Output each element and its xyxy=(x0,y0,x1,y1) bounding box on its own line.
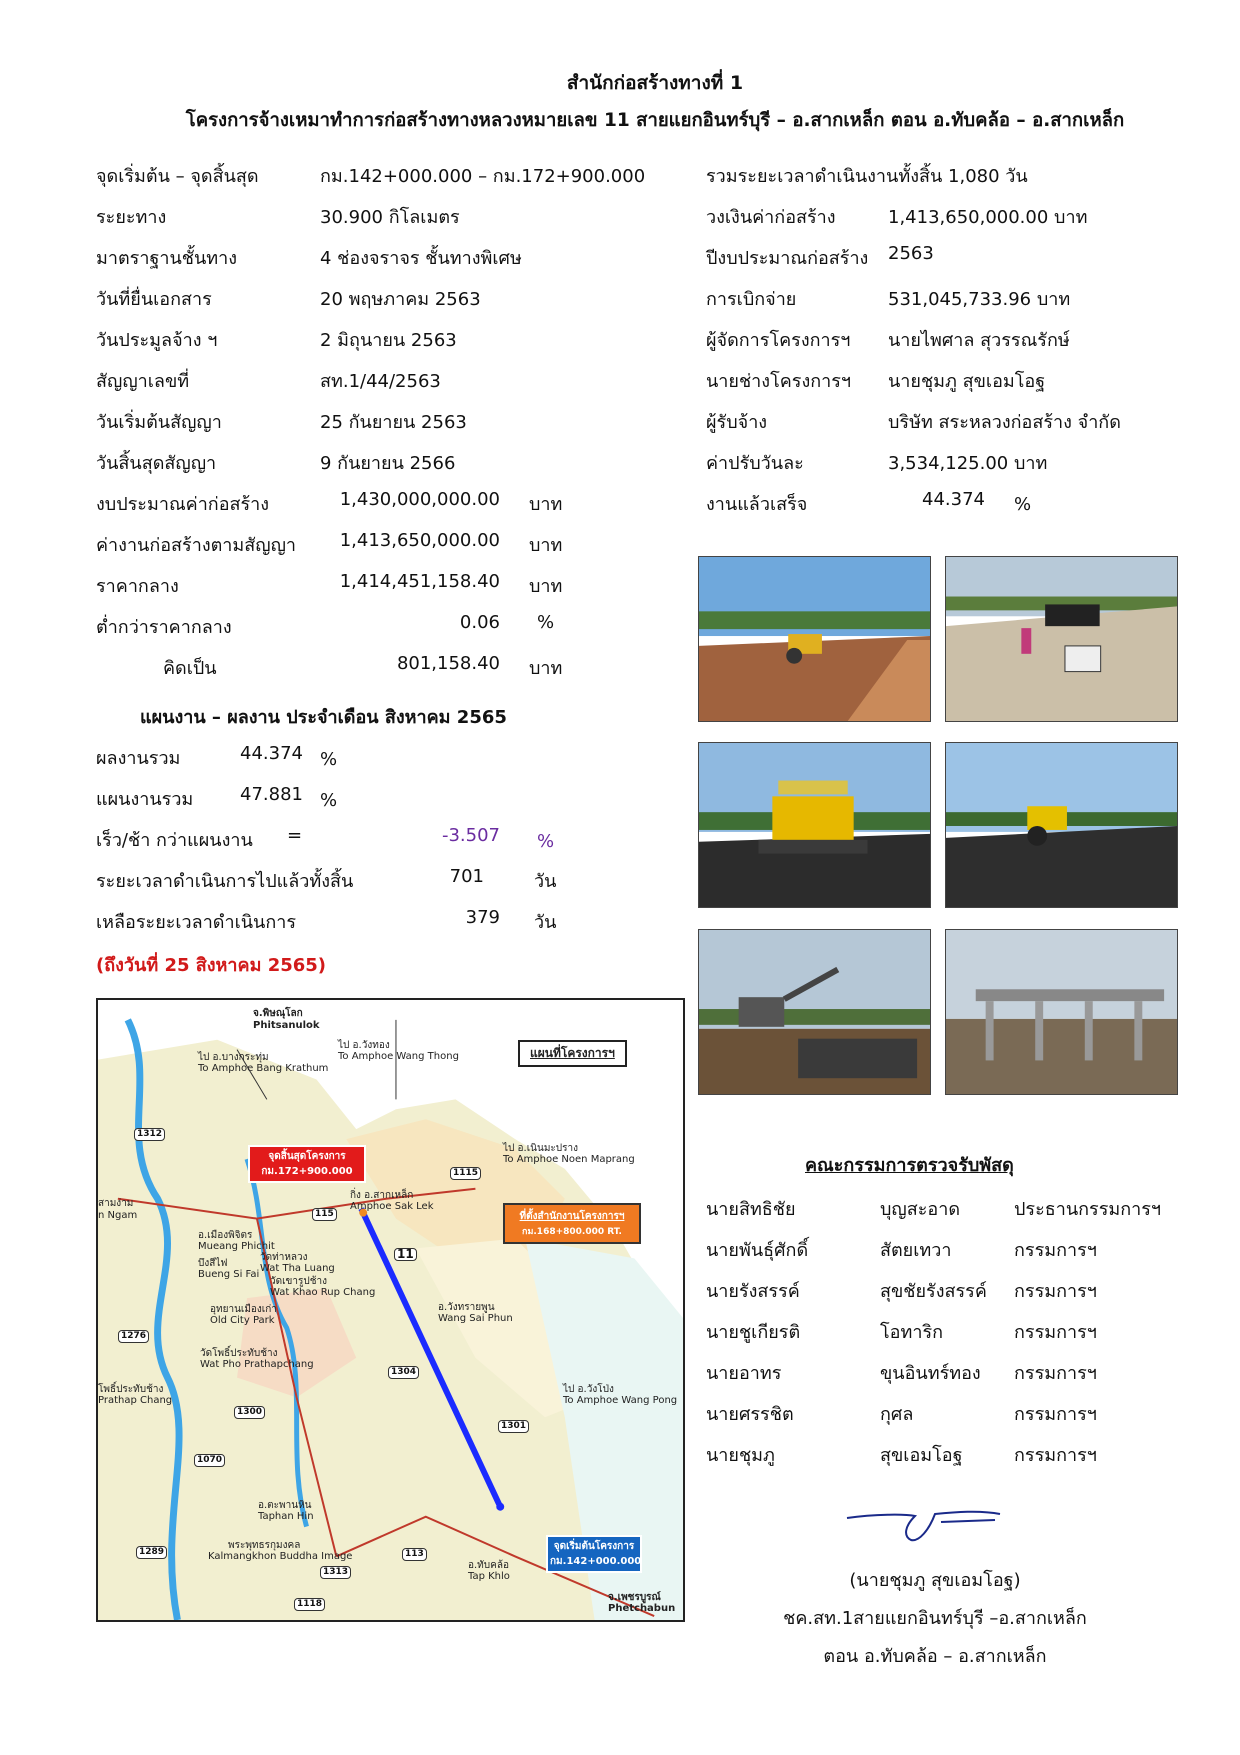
info-label: วันที่ยื่นเอกสาร xyxy=(96,289,212,310)
member-last: โอทาริก xyxy=(880,1322,944,1343)
member-role: ประธานกรรมการฯ xyxy=(1014,1199,1162,1220)
photo-paver xyxy=(698,742,931,908)
map-wangpong-en: To Amphoe Wang Pong xyxy=(563,1395,678,1406)
office-callout-km: กม.168+800.000 RT. xyxy=(522,1227,622,1237)
info-value: 9 กันยายน 2566 xyxy=(320,453,456,474)
committee-title: คณะกรรมการตรวจรับพัสดุ xyxy=(805,1155,1014,1176)
route-shield: 115 xyxy=(312,1208,337,1221)
map-bueng-en: Bueng Si Fai xyxy=(198,1269,260,1280)
info-value: 2563 xyxy=(888,243,934,264)
map-noenmaprang-th: ไป อ.เนินมะปราง xyxy=(503,1143,579,1154)
map-oldcity-th: อุทยานเมืองเก่า xyxy=(210,1304,277,1315)
info-value: 25 กันยายน 2563 xyxy=(320,412,467,433)
map-wangthong-en: To Amphoe Wang Thong xyxy=(338,1051,459,1062)
map-tapkhlo-en: Tap Khlo xyxy=(468,1571,510,1582)
map-graphic xyxy=(98,1000,683,1620)
project-title: โครงการจ้างเหมาทำการก่อสร้างทางหลวงหมายเลข 11 สายแยกอินทร์บุรี – อ.สากเหล็ก ตอน อ.ทับคล้อ – อ.สากเหล็ก xyxy=(185,110,1125,131)
info-value: 531,045,733.96 บาท xyxy=(888,289,1071,310)
actual-label: ผลงานรวม xyxy=(96,748,181,769)
route-shield: 1313 xyxy=(320,1566,351,1579)
budget-value: 1,414,451,158.40 xyxy=(339,571,500,592)
map-wangpong-th: ไป อ.วังโป่ง xyxy=(563,1384,614,1395)
map-watkhao-th: วัดเขารูปช้าง xyxy=(270,1276,327,1287)
info-label: รวมระยะเวลาดำเนินงานทั้งสิ้น 1,080 วัน xyxy=(706,166,1028,187)
planned-value: 47.881 xyxy=(240,784,303,805)
map-buddha-th: พระพุทธรกุมงคล xyxy=(228,1540,301,1551)
info-value: 30.900 กิโลเมตร xyxy=(320,207,460,228)
start-callout-title: จุดเริ่มต้นโครงการ xyxy=(553,1541,635,1552)
photo-pickup-worker xyxy=(945,556,1178,722)
info-value: นายไพศาล สุวรรณรักษ์ xyxy=(888,330,1070,351)
route-shield: 1115 xyxy=(450,1167,481,1180)
member-last: บุญสะอาด xyxy=(880,1199,961,1220)
diff-eq: = xyxy=(287,825,303,846)
planned-label: แผนงานรวม xyxy=(96,789,194,810)
info-label: ผู้จัดการโครงการฯ xyxy=(706,330,851,351)
office-callout xyxy=(503,1203,641,1244)
member-last: ขุนอินทร์ทอง xyxy=(880,1363,981,1384)
photo-excavator xyxy=(698,929,931,1095)
map-phetchabun-en: Phetchabun xyxy=(608,1603,676,1614)
budget-value: 1,430,000,000.00 xyxy=(339,489,500,510)
photo-roller-dirt xyxy=(698,556,931,722)
info-label: มาตราฐานชั้นทาง xyxy=(96,248,238,269)
info-value: สท.1/44/2563 xyxy=(320,371,441,392)
done-label: งานแล้วเสร็จ xyxy=(706,494,808,515)
elapsed-label: ระยะเวลาดำเนินการไปแล้วทั้งสิ้น xyxy=(96,871,354,892)
route-shield: 1312 xyxy=(134,1128,165,1141)
office-callout-title: ที่ตั้งสำนักงานโครงการฯ xyxy=(519,1211,625,1222)
signature-line1: ชค.สท.1สายแยกอินทร์บุรี –อ.สากเหล็ก xyxy=(783,1608,1087,1629)
budget-unit: % xyxy=(537,612,555,633)
member-first: นายรังสรรค์ xyxy=(706,1281,800,1302)
end-callout xyxy=(248,1145,366,1183)
start-callout xyxy=(546,1535,642,1573)
diff-value: -3.507 xyxy=(441,825,500,846)
signature-name: (นายชุมภู สุขเอมโอฐ) xyxy=(849,1570,1021,1591)
diff-label: เร็ว/ช้า กว่าแผนงาน xyxy=(96,830,253,851)
info-value: 2 มิถุนายน 2563 xyxy=(320,330,457,351)
member-first: นายชูเกียรติ xyxy=(706,1322,801,1343)
member-first: นายศรรชิต xyxy=(706,1404,794,1425)
budget-unit: บาท xyxy=(529,576,563,597)
info-value: กม.142+000.000 – กม.172+900.000 xyxy=(320,166,646,187)
member-first: นายพันธุ์ศักดิ์ xyxy=(706,1240,809,1261)
member-role: กรรมการฯ xyxy=(1014,1240,1097,1261)
info-value: 20 พฤษภาคม 2563 xyxy=(320,289,481,310)
project-map xyxy=(96,998,685,1622)
map-watpho-en: Wat Pho Prathapchang xyxy=(200,1359,314,1370)
info-label: ระยะทาง xyxy=(96,207,167,228)
member-role: กรรมการฯ xyxy=(1014,1404,1097,1425)
route-shield: 11 xyxy=(394,1248,417,1261)
member-role: กรรมการฯ xyxy=(1014,1363,1097,1384)
remain-unit: วัน xyxy=(534,912,557,933)
budget-label: ราคากลาง xyxy=(96,576,179,597)
done-unit: % xyxy=(1014,494,1032,515)
route-shield: 113 xyxy=(402,1548,427,1561)
map-samngam: สามง่าม xyxy=(98,1198,134,1209)
info-label: วงเงินค่าก่อสร้าง xyxy=(706,207,836,228)
map-watkhao-en: Wat Khao Rup Chang xyxy=(270,1287,376,1298)
signature-mark xyxy=(845,1500,1005,1550)
plan-title: แผนงาน – ผลงาน ประจำเดือน สิงหาคม 2565 xyxy=(140,707,507,728)
budget-unit: บาท xyxy=(529,658,563,679)
info-value: 1,413,650,000.00 บาท xyxy=(888,207,1088,228)
elapsed-value: 701 xyxy=(449,866,484,887)
member-first: นายสิทธิชัย xyxy=(706,1199,796,1220)
office-title: สำนักก่อสร้างทางที่ 1 xyxy=(566,72,744,94)
map-phitsanulok-th: จ.พิษณุโลก xyxy=(253,1008,303,1019)
info-value: บริษัท สระหลวงก่อสร้าง จำกัด xyxy=(888,412,1121,433)
info-label: วันประมูลจ้าง ฯ xyxy=(96,330,218,351)
map-wangthong-th: ไป อ.วังทอง xyxy=(338,1040,390,1051)
info-label: ปีงบประมาณก่อสร้าง xyxy=(706,248,869,269)
diff-unit: % xyxy=(537,831,555,852)
asof-date: (ถึงวันที่ 25 สิงหาคม 2565) xyxy=(96,955,327,976)
map-saklek-en: Amphoe Sak Lek xyxy=(350,1201,434,1212)
member-role: กรรมการฯ xyxy=(1014,1445,1097,1466)
route-shield: 1289 xyxy=(136,1546,167,1559)
map-oldcity-en: Old City Park xyxy=(210,1315,275,1326)
map-muang-th: อ.เมืองพิจิตร xyxy=(198,1230,253,1241)
map-watthaluang-en: Wat Tha Luang xyxy=(260,1263,335,1274)
route-shield: 1118 xyxy=(294,1598,325,1611)
map-prathapchang-th: โพธิ์ประทับช้าง xyxy=(98,1384,164,1395)
map-ngam: n Ngam xyxy=(98,1210,138,1221)
info-label: นายช่างโครงการฯ xyxy=(706,371,852,392)
end-callout-km: กม.172+900.000 xyxy=(261,1166,353,1177)
map-bueng-th: บึงสีไฟ xyxy=(198,1258,228,1269)
map-prathapchang-en: Prathap Chang xyxy=(98,1395,173,1406)
route-shield: 1304 xyxy=(388,1366,419,1379)
info-label: สัญญาเลขที่ xyxy=(96,371,190,392)
map-wangsai-en: Wang Sai Phun xyxy=(438,1313,513,1324)
info-value: 4 ช่องจราจร ชั้นทางพิเศษ xyxy=(320,248,522,269)
route-shield: 1301 xyxy=(498,1420,529,1433)
signature-line2: ตอน อ.ทับคล้อ – อ.สากเหล็ก xyxy=(823,1646,1047,1667)
member-last: สัตยเทวา xyxy=(880,1240,952,1261)
map-bangkrathum-th: ไป อ.บางกระทุ่ม xyxy=(198,1052,269,1063)
info-value: นายชุมภู สุขเอมโอฐ xyxy=(888,371,1046,392)
budget-value: 0.06 xyxy=(459,612,500,633)
budget-value: 1,413,650,000.00 xyxy=(339,530,500,551)
budget-label: ค่างานก่อสร้างตามสัญญา xyxy=(96,535,297,556)
planned-unit: % xyxy=(320,790,338,811)
done-value: 44.374 xyxy=(922,489,985,510)
budget-unit: บาท xyxy=(529,535,563,556)
map-muang-en: Mueang Phichit xyxy=(198,1241,275,1252)
budget-label: คิดเป็น xyxy=(163,658,217,679)
budget-unit: บาท xyxy=(529,494,563,515)
map-phetchabun-th: จ.เพชรบูรณ์ xyxy=(608,1592,661,1603)
info-label: จุดเริ่มต้น – จุดสิ้นสุด xyxy=(96,166,259,187)
elapsed-unit: วัน xyxy=(534,871,557,892)
info-label: วันเริ่มต้นสัญญา xyxy=(96,412,222,433)
info-value: 3,534,125.00 บาท xyxy=(888,453,1048,474)
info-label: วันสิ้นสุดสัญญา xyxy=(96,453,217,474)
budget-value: 801,158.40 xyxy=(396,653,500,674)
map-bangkrathum-en: To Amphoe Bang Krathum xyxy=(198,1063,329,1074)
map-wangsai-th: อ.วังทรายพูน xyxy=(438,1302,495,1313)
map-watthaluang-th: วัดท่าหลวง xyxy=(260,1252,308,1263)
map-saklek-th: กิ่ง อ.สากเหล็ก xyxy=(350,1190,414,1201)
map-watpho-th: วัดโพธิ์ประทับช้าง xyxy=(200,1348,278,1359)
member-role: กรรมการฯ xyxy=(1014,1322,1097,1343)
map-buddha-en: Kalmangkhon Buddha Image xyxy=(208,1551,353,1562)
member-last: กุศล xyxy=(880,1404,914,1425)
map-taphanhin-th: อ.ตะพานหิน xyxy=(258,1500,312,1511)
remain-value: 379 xyxy=(465,907,500,928)
map-tapkhlo-th: อ.ทับคล้อ xyxy=(468,1560,509,1571)
end-callout-title: จุดสิ้นสุดโครงการ xyxy=(268,1151,346,1162)
map-phitsanulok-en: Phitsanulok xyxy=(253,1020,320,1031)
info-label: การเบิกจ่าย xyxy=(706,289,797,310)
actual-value: 44.374 xyxy=(240,743,303,764)
budget-label: ต่ำกว่าราคากลาง xyxy=(96,617,232,638)
member-first: นายอาทร xyxy=(706,1363,782,1384)
member-last: สุขเอมโอฐ xyxy=(880,1445,963,1466)
member-role: กรรมการฯ xyxy=(1014,1281,1097,1302)
map-taphanhin-en: Taphan Hin xyxy=(258,1511,314,1522)
remain-label: เหลือระยะเวลาดำเนินการ xyxy=(96,912,297,933)
map-title: แผนที่โครงการฯ xyxy=(518,1040,627,1067)
map-noenmaprang-en: To Amphoe Noen Maprang xyxy=(503,1154,635,1165)
route-shield: 1300 xyxy=(234,1406,265,1419)
member-first: นายชุมภู xyxy=(706,1445,775,1466)
info-label: ค่าปรับวันละ xyxy=(706,453,804,474)
route-shield: 1070 xyxy=(194,1454,225,1467)
route-shield: 1276 xyxy=(118,1330,149,1343)
photo-asphalt-roller xyxy=(945,742,1178,908)
budget-label: งบประมาณค่าก่อสร้าง xyxy=(96,494,270,515)
member-last: สุขชัยรังสรรค์ xyxy=(880,1281,987,1302)
actual-unit: % xyxy=(320,749,338,770)
start-callout-km: กม.142+000.000 xyxy=(550,1556,642,1567)
photo-bridge-frame xyxy=(945,929,1178,1095)
info-label: ผู้รับจ้าง xyxy=(706,412,768,433)
